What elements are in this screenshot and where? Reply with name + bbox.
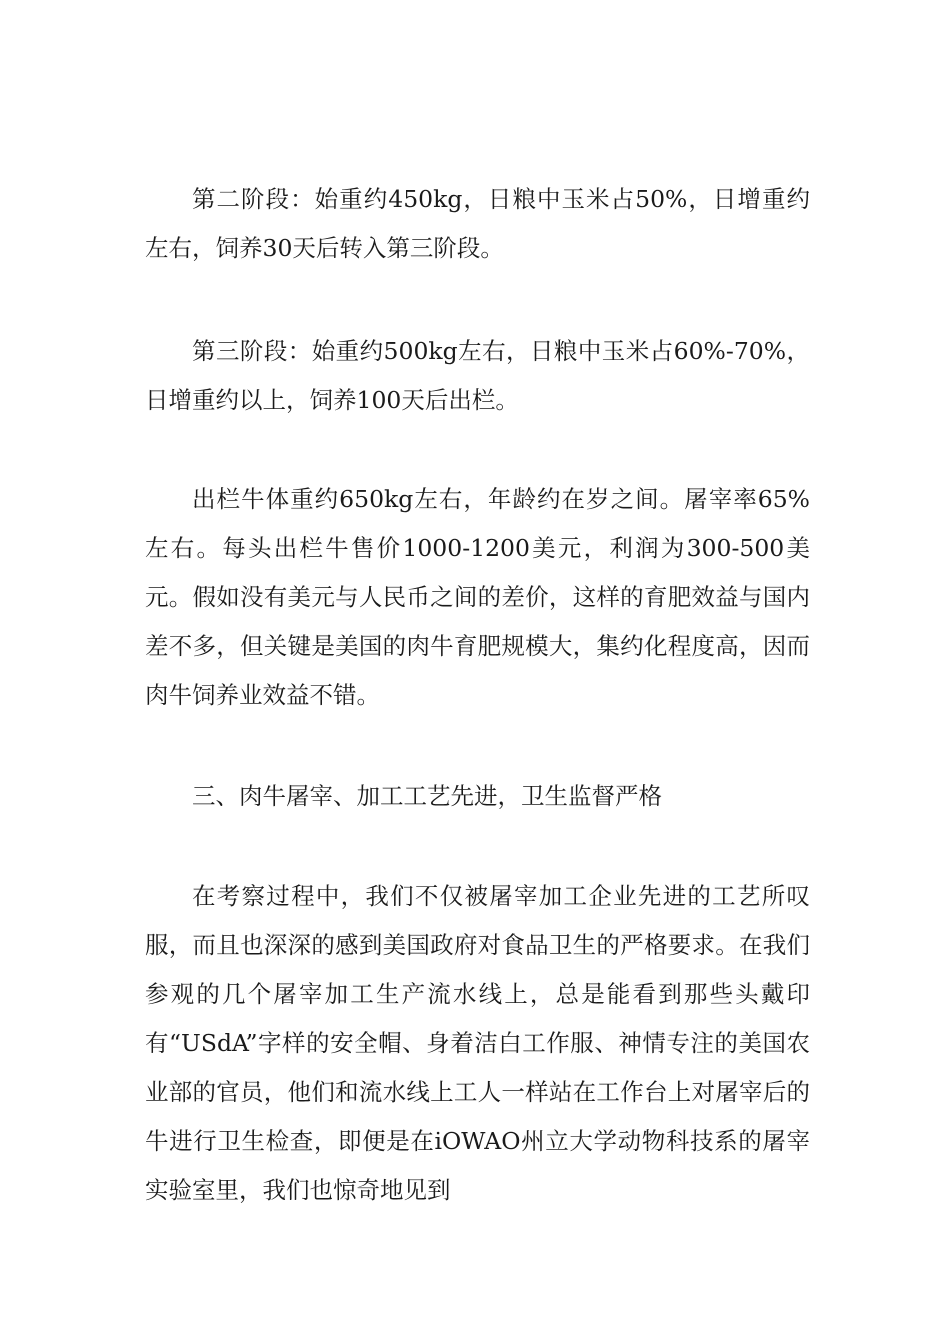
section-heading: 三、肉牛屠宰、加工工艺先进，卫生监督严格 (192, 782, 662, 810)
paragraph-market-cattle: 出栏牛体重约650kg左右，年龄约在岁之间。屠宰率65%左右。每头出栏牛售价1000-1200美元，利润为300-500美元。假如没有美元与人民币之间的差价，这样的育肥效益与国内差不多，但关键是美国的肉牛育肥规模大，集约化程度高，因而肉牛饲养业效益不错。 (145, 485, 810, 709)
paragraph-stage-three: 第三阶段：始重约500kg左右，日粮中玉米占60%-70%，日增重约以上，饲养100天后出栏。 (145, 337, 810, 414)
paragraph-inspection: 在考察过程中，我们不仅被屠宰加工企业先进的工艺所叹服，而且也深深的感到美国政府对食品卫生的严格要求。在我们参观的几个屠宰加工生产流水线上，总是能看到那些头戴印有“USdA”字样的安全帽、身着洁白工作服、神情专注的美国农业部的官员，他们和流水线上工人一样站在工作台上对屠宰后的牛进行卫生检查，即便是在iOWAO州立大学动物科技系的屠宰实验室里，我们也惊奇地见到 (145, 882, 810, 1204)
paragraph-stage-two: 第二阶段：始重约450kg，日粮中玉米占50%，日增重约左右，饲养30天后转入第三阶段。 (145, 185, 810, 262)
